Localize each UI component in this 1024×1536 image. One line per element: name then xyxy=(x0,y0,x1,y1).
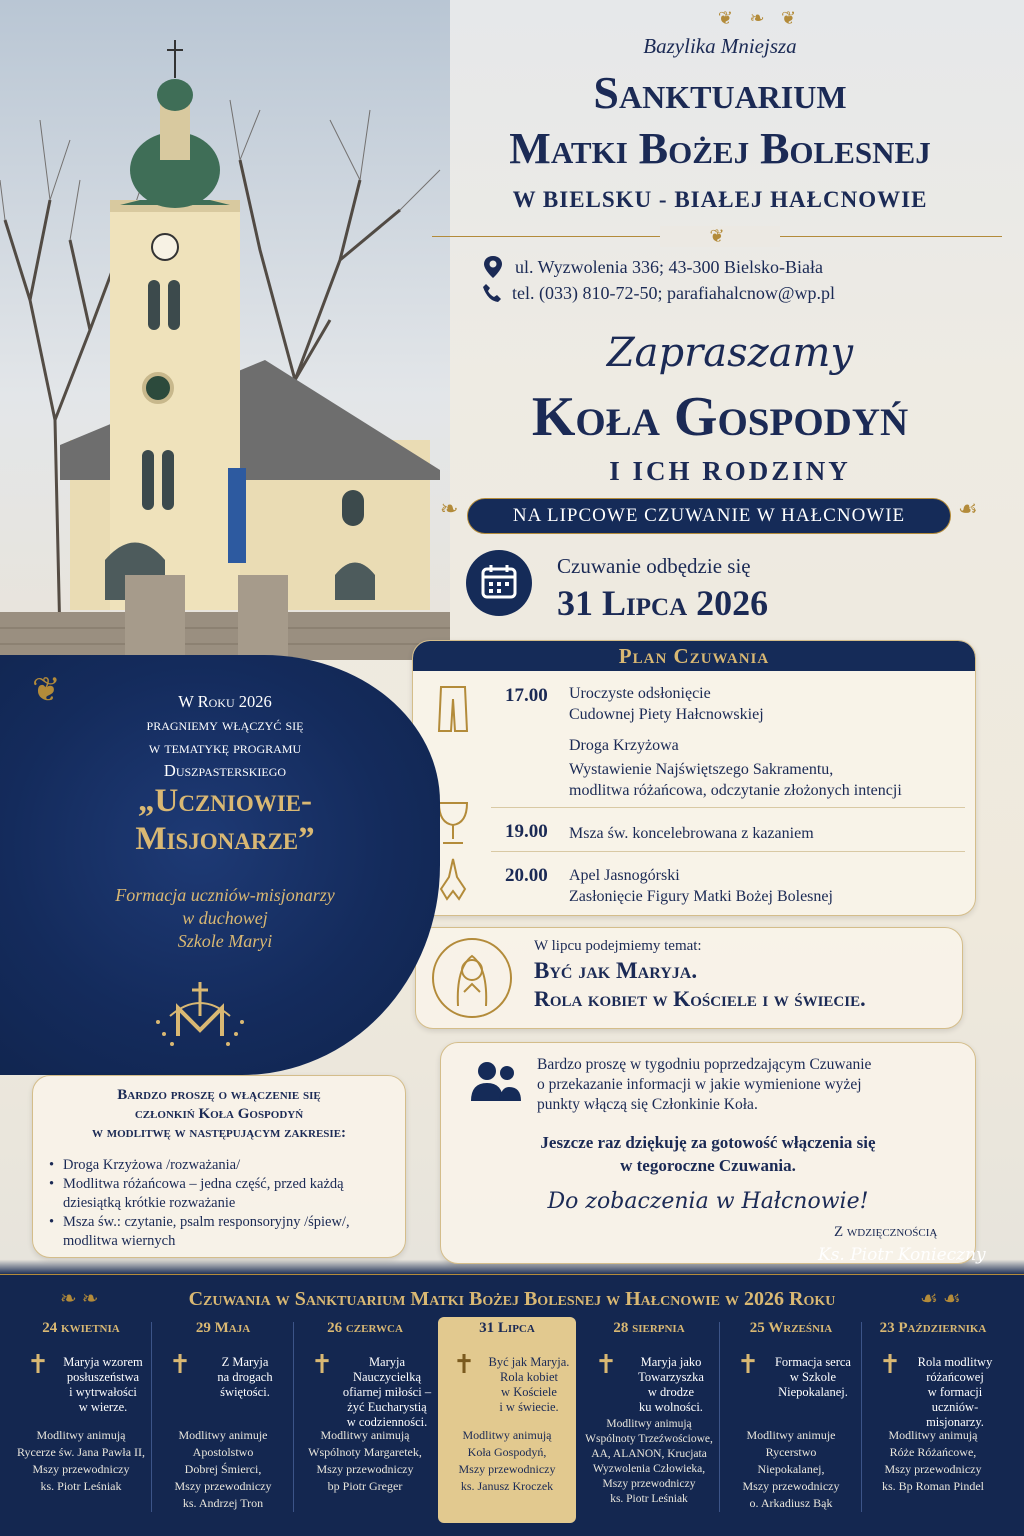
schedule-theme-line: w Szkole xyxy=(789,1370,837,1384)
schedule-title: Czuwania w Sanktuarium Matki Bożej Bolesnej w Hałcnowie w 2026 Roku xyxy=(188,1288,836,1310)
schedule-theme xyxy=(58,1355,148,1415)
prayer-list-item: • Msza św.: czytanie, psalm responsoryjny /śpiew/, modlitwa wiernych xyxy=(49,1213,389,1251)
program-line4: Duszpasterskiego xyxy=(163,761,287,780)
mary-icon xyxy=(432,938,512,1018)
schedule-theme-line: Maryja wzorem xyxy=(63,1355,143,1369)
schedule-column xyxy=(154,1317,292,1523)
theme-intro: W lipcu podejmiemy temat: xyxy=(534,938,702,954)
location: W BIELSKU - BIAŁEJ HAŁCNOWIE xyxy=(512,187,928,212)
top-ornament: ❦ ❧ ❦ xyxy=(717,8,803,28)
schedule-theme-line: Maryja Nauczycielką xyxy=(352,1355,421,1384)
prayer-heading-line2: członkiń Koła Gospodyń xyxy=(134,1106,304,1122)
theme-line2: Rola kobiet w Kościele i w świecie. xyxy=(534,986,866,1011)
phone-icon xyxy=(482,283,504,305)
schedule-animator-line: Róże Różańcowe, xyxy=(889,1445,977,1459)
branch-icon: ❦ xyxy=(32,672,61,709)
thanks-line1: Jeszcze raz dziękuję za gotowość włączenia się xyxy=(540,1133,876,1152)
mary-icon: ✝ xyxy=(453,1350,475,1379)
schedule-theme-line: różańcowej xyxy=(926,1370,984,1384)
prayer-list-item: • Modlitwa różańcowa – jedna część, przed każdą dziesiątką krótkie rozważanie xyxy=(49,1175,389,1213)
program-quote-line2: Misjonarze” xyxy=(135,821,315,857)
schedule-animator-line: Rycerstwo xyxy=(765,1445,817,1459)
monogram-icon: ✝ xyxy=(737,1350,759,1379)
schedule-animator-line: Modlitwy animują xyxy=(888,1428,978,1442)
program-text xyxy=(60,690,390,782)
plan-time-1: 17.00 xyxy=(505,685,548,706)
schedule-column xyxy=(864,1317,1002,1523)
laurel-right-icon: ☙ ☙ xyxy=(920,1288,961,1310)
schedule-animator-line: Wspólnoty Trzeźwościowe, xyxy=(585,1433,713,1445)
formation-line2: w duchowej xyxy=(182,908,268,928)
schedule-animator-line: Modlitwy animują xyxy=(320,1428,410,1442)
schedule-column xyxy=(12,1317,150,1523)
schedule-theme-line: Maryja jako xyxy=(640,1355,702,1369)
marian-monogram-icon xyxy=(150,976,250,1056)
schedule-theme-line: w codzienności. xyxy=(346,1415,428,1429)
schedule-animators xyxy=(864,1427,1002,1495)
schedule-divider xyxy=(719,1322,720,1512)
prayer-heading-line1: Bardzo proszę o włączenie się xyxy=(117,1087,321,1103)
invite-sub: I ICH RODZINY xyxy=(609,456,851,486)
schedule-animators xyxy=(296,1427,434,1495)
schedule-animator-line: Modlitwy animują xyxy=(462,1428,552,1442)
schedule-animator-line: Mszy przewodniczy xyxy=(742,1479,840,1493)
schedule-theme-line: świętości. xyxy=(220,1385,270,1399)
schedule-animator-line: Modlitwy animuje xyxy=(178,1428,268,1442)
schedule-divider xyxy=(293,1322,294,1512)
schedule-theme xyxy=(484,1355,574,1415)
schedule-theme-line: Być jak Maryja. xyxy=(488,1355,570,1369)
schedule-animator-line: ks. Piotr Leśniak xyxy=(610,1493,688,1505)
schedule-animator-line: Dobrej Śmierci, xyxy=(184,1462,262,1476)
schedule-divider xyxy=(151,1322,152,1512)
plan-desc-3 xyxy=(569,759,902,801)
schedule-animator-line: ks. Bp Roman Pindel xyxy=(881,1479,984,1493)
theme-line1: Być jak Maryja. xyxy=(534,958,698,983)
schedule-date: 25 Września xyxy=(749,1320,833,1336)
schedule-theme-line: żyć Eucharystią xyxy=(347,1400,427,1414)
schedule-theme-line: na drogach xyxy=(217,1370,273,1384)
schedule-animators xyxy=(154,1427,292,1512)
schedule-theme-line: w wierze. xyxy=(78,1400,128,1414)
contact-text: tel. (033) 810-72-50; parafiahalcnow@wp.pl xyxy=(512,283,835,303)
rule-ornament: ❦ xyxy=(660,226,780,247)
formation-line1: Formacja uczniów-misjonarzy xyxy=(115,885,335,905)
schedule-theme xyxy=(200,1355,290,1400)
plan-desc-1-line1: Uroczyste odsłonięcie xyxy=(569,685,711,702)
schedule-date: 23 Października xyxy=(879,1320,987,1336)
schedule-animator-line: ks. Janusz Kroczek xyxy=(460,1479,554,1493)
program-quote-line1: „Uczniowie- xyxy=(137,783,312,819)
plan-desc-4-line1: Msza św. koncelebrowana z kazaniem xyxy=(569,825,814,842)
schedule-animator-line: Wyzwolenia Człowieka, xyxy=(592,1463,706,1475)
plan-time-5: 20.00 xyxy=(505,865,548,886)
plan-desc-3-line2: modlitwa różańcowa, odczytanie złożonych intencji xyxy=(569,782,902,799)
schedule-theme xyxy=(910,1355,1000,1430)
schedule-animator-line: Mszy przewodniczy xyxy=(458,1462,556,1476)
schedule-animator-line: bp Piotr Greger xyxy=(327,1479,403,1493)
schedule-theme-line: ku wolności. xyxy=(639,1400,703,1414)
schedule-theme-line: posłuszeństwa xyxy=(66,1370,140,1384)
schedule-theme-line: Niepokalanej. xyxy=(778,1385,848,1399)
schedule-theme-line: uczniów-misjonarzy. xyxy=(926,1400,984,1429)
prayer-list xyxy=(49,1156,389,1251)
schedule-animator-line: o. Arkadiusz Bąk xyxy=(749,1496,833,1510)
rosary-icon: ✝ xyxy=(879,1350,901,1379)
schedule-animators xyxy=(722,1427,860,1512)
schedule-date: 24 kwietnia xyxy=(42,1320,120,1336)
invite-main: Koła Gospodyń xyxy=(531,386,909,448)
schedule-animator-line: Mszy przewodniczy xyxy=(316,1462,414,1476)
schedule-animator-line: AA, ALANON, Krucjata xyxy=(591,1448,707,1460)
schedule-column xyxy=(438,1317,576,1523)
schedule-animator-line: Mszy przewodniczy xyxy=(884,1462,982,1476)
plan-separator xyxy=(491,851,965,852)
schedule-animator-line: Koła Gospodyń, xyxy=(467,1445,547,1459)
schedule-animator-line: Mszy przewodniczy xyxy=(174,1479,272,1493)
schedule-date: 28 sierpnia xyxy=(613,1320,685,1336)
theme-card xyxy=(415,927,963,1029)
banner-pill: NA LIPCOWE CZUWANIE W HAŁCNOWIE xyxy=(467,498,951,534)
church-photo xyxy=(0,0,450,660)
schedule-theme xyxy=(342,1355,432,1430)
thanks-line2: w tegoroczne Czuwania. xyxy=(620,1156,796,1175)
address-text: ul. Wyzwolenia 336; 43-300 Bielsko-Biała xyxy=(515,257,824,277)
plan-desc-5-line1: Apel Jasnogórski xyxy=(569,867,680,884)
chain-icon: ✝ xyxy=(595,1350,617,1379)
request-line3: punkty włączą się Członkinie Koła. xyxy=(537,1096,758,1113)
plan-time-4: 19.00 xyxy=(505,821,548,842)
schedule-animator-line: ks. Andrzej Tron xyxy=(182,1496,264,1510)
plan-desc-1 xyxy=(569,683,764,725)
invite-script: Zapraszamy xyxy=(606,330,854,376)
schedule-theme-line: w formacji xyxy=(927,1385,983,1399)
schedule-theme-line: w Kościele xyxy=(501,1385,557,1399)
schedule-theme-line: w drodze xyxy=(647,1385,695,1399)
request-text xyxy=(537,1055,871,1115)
gratitude-text: Z wdzięcznością xyxy=(834,1224,938,1240)
schedule-animator-line: Niepokalanej, xyxy=(757,1462,825,1476)
cloth-icon xyxy=(431,685,475,729)
date-intro: Czuwanie odbędzie się xyxy=(557,554,751,578)
calendar-icon xyxy=(466,550,532,616)
schedule-animator-line: ks. Piotr Leśniak xyxy=(40,1479,122,1493)
plan-separator xyxy=(491,807,965,808)
program-line1: W Roku 2026 xyxy=(178,692,272,711)
schedule-date: 26 czerwca xyxy=(327,1320,403,1336)
schedule-animators xyxy=(12,1427,150,1495)
prayer-heading xyxy=(33,1086,405,1143)
people-icon xyxy=(465,1057,525,1107)
program-line2: pragniemy włączyć się xyxy=(146,715,304,734)
signature-text: Ks. Piotr Konieczny xyxy=(818,1245,986,1265)
schedule-theme xyxy=(768,1355,858,1400)
program-quote xyxy=(40,782,410,858)
plan-desc-3-line1: Wystawienie Najświętszego Sakramentu, xyxy=(569,761,834,778)
laurel-left-icon: ❧ ❧ xyxy=(60,1288,99,1310)
prayer-heading-line3: w modlitwę w następującym zakresie: xyxy=(91,1125,347,1141)
schedule-animator-line: Modlitwy animują xyxy=(36,1428,126,1442)
schedule-theme-line: i w świecie. xyxy=(499,1400,559,1414)
prayer-card xyxy=(32,1075,406,1258)
laurel-right-icon: ☙ xyxy=(958,496,978,521)
schedule-animator-line: Apostolstwo xyxy=(192,1445,254,1459)
program-line3: w tematykę programu xyxy=(148,738,302,757)
schedule-date: 29 Maja xyxy=(195,1320,251,1336)
location-pin-icon xyxy=(484,256,504,276)
formation-text xyxy=(40,884,410,953)
basilica-subtitle: Bazylika Mniejsza xyxy=(643,34,797,58)
request-line2: o przekazanie informacji w jakie wymienione wyżej xyxy=(537,1076,862,1093)
plan-card xyxy=(412,640,976,916)
plan-title: Plan Czuwania xyxy=(413,641,975,671)
schedule-animators xyxy=(580,1417,718,1507)
schedule-theme-line: Z Maryja xyxy=(221,1355,269,1369)
schedule-animator-line: Modlitwy animują xyxy=(606,1418,692,1430)
flame-icon: ✝ xyxy=(169,1350,191,1379)
plan-desc-2-line1: Droga Krzyżowa xyxy=(569,737,679,754)
request-line1: Bardzo proszę w tygodniu poprzedzającym Czuwanie xyxy=(537,1056,872,1073)
schedule-theme-line: ofiarnej miłości – xyxy=(342,1385,432,1399)
schedule-theme-line: Rola kobiet xyxy=(500,1370,558,1384)
plan-desc-2 xyxy=(569,735,679,756)
schedule-theme-line: i wytrwałości xyxy=(69,1385,137,1399)
chalice-icon: ✝ xyxy=(311,1350,333,1379)
mary-icon: ✝ xyxy=(27,1350,49,1379)
farewell-text: Do zobaczenia w Hałcnowie! xyxy=(547,1189,869,1214)
schedule-column xyxy=(580,1317,718,1523)
schedule-animator-line: Modlitwy animuje xyxy=(746,1428,836,1442)
schedule-animators xyxy=(438,1427,576,1495)
schedule-animator-line: Rycerze św. Jana Pawła II, xyxy=(16,1445,146,1459)
schedule-animator-line: Mszy przewodniczy xyxy=(32,1462,130,1476)
schedule-column xyxy=(722,1317,860,1523)
plan-desc-1-line2: Cudownej Piety Hałcnowskiej xyxy=(569,706,764,723)
formation-line3: Szkole Maryi xyxy=(177,931,273,951)
schedule-theme-line: Towarzyszka xyxy=(638,1370,704,1384)
plan-desc-5-line2: Zasłonięcie Figury Matki Bożej Bolesnej xyxy=(569,888,833,905)
plan-desc-4 xyxy=(569,823,814,844)
schedule-theme-line: Formacja serca xyxy=(774,1355,851,1369)
church-illustration xyxy=(0,0,450,660)
schedule-column xyxy=(296,1317,434,1523)
title-line2: Matki Bożej Bolesnej xyxy=(509,124,931,173)
title-line1: Sanktuarium xyxy=(593,67,847,118)
schedule-theme xyxy=(626,1355,716,1415)
thanks-text xyxy=(441,1131,975,1177)
schedule-divider xyxy=(861,1322,862,1512)
plan-desc-5 xyxy=(569,865,833,907)
schedule-theme-line: Rola modlitwy xyxy=(917,1355,993,1369)
laurel-left-icon: ❧ xyxy=(440,496,459,521)
schedule-animator-line: Wspólnoty Margaretek, xyxy=(308,1445,422,1459)
prayer-list-item: • Droga Krzyżowa /rozważania/ xyxy=(49,1156,389,1175)
schedule-date: 31 Lipca xyxy=(479,1320,535,1336)
schedule-animator-line: Mszy przewodniczy xyxy=(602,1478,696,1490)
event-date: 31 Lipca 2026 xyxy=(557,583,769,623)
